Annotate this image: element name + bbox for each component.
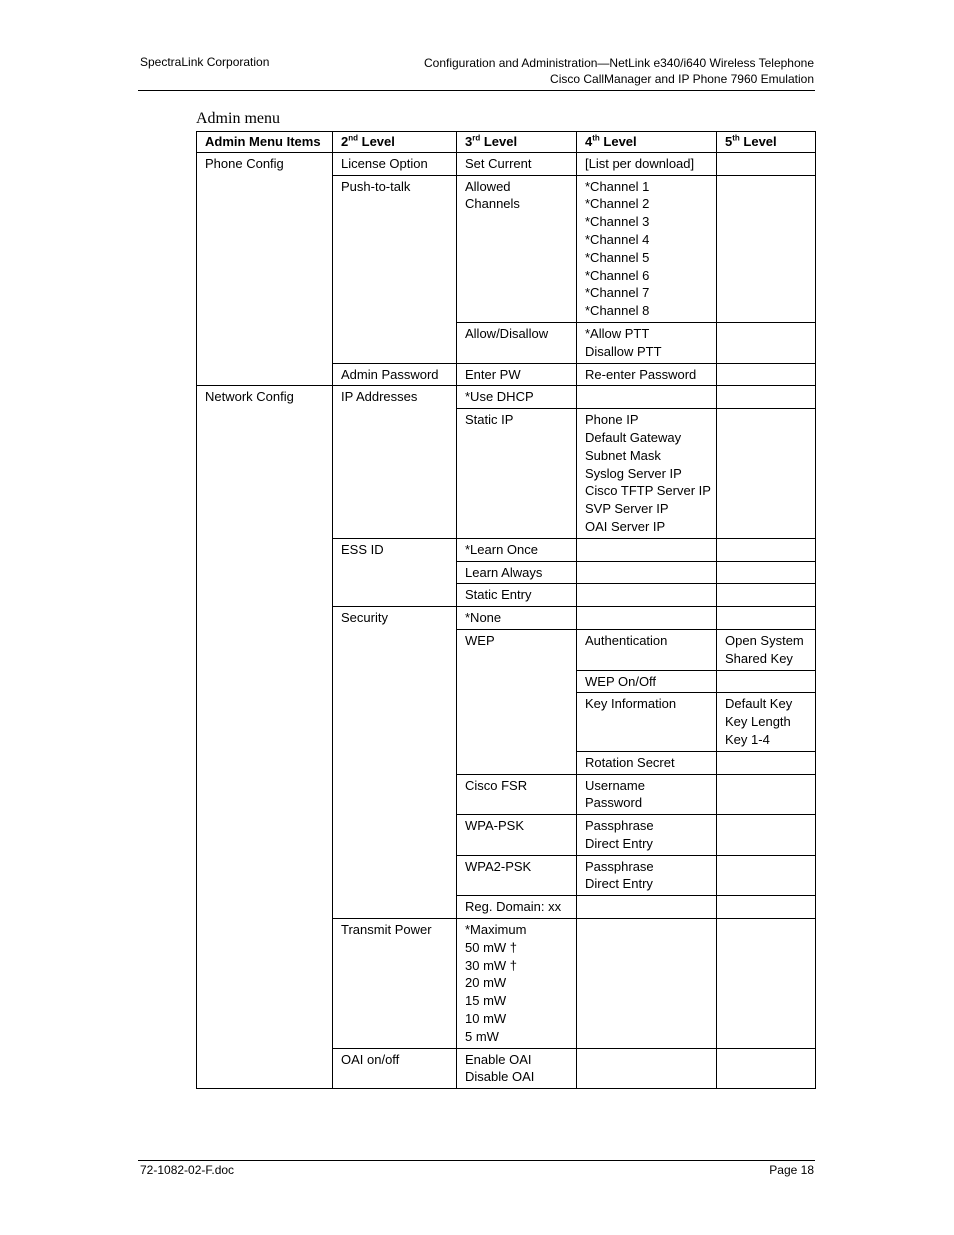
cell-ess-id: ESS ID [333,538,457,606]
footer-rule [138,1160,815,1161]
cell-empty [577,538,717,561]
cell-static-ip: Static IP [457,409,577,539]
cell-push-to-talk: Push-to-talk [333,175,457,363]
wpa-item: Direct Entry [585,835,653,851]
admin-menu-table [196,131,816,1089]
cell-wpa-items [577,815,717,856]
cell-empty [717,815,816,856]
cell-fsr-items [577,774,717,815]
col-header-level-2: 2nd Level [333,132,457,153]
cell-oai-items [457,1048,577,1089]
cell-static-entry: Static Entry [457,584,577,607]
key-item: Key Length [725,714,791,730]
cell-reg-domain: Reg. Domain: xx [457,896,577,919]
power-item: 5 mW [465,1028,499,1044]
cell-empty [577,896,717,919]
cell-network-config: Network Config [197,386,333,1089]
channel-item: *Channel 4 [585,231,650,247]
channel-item: *Channel 8 [585,303,650,319]
cell-wpa2-items [577,855,717,896]
cell-security: Security [333,607,457,919]
footer-doc-id: 72-1082-02-F.doc [140,1163,235,1177]
header-rule [138,90,815,91]
col-header-level-3: 3rd Level [457,132,577,153]
cell-none: *None [457,607,577,630]
oai-item: Enable OAI [465,1051,532,1067]
cell-transmit-power: Transmit Power [333,919,457,1049]
auth-item: Open System [725,632,804,648]
static-ip-item: OAI Server IP [585,518,666,534]
cell-license-option: License Option [333,152,457,175]
channel-item: *Channel 3 [585,214,650,230]
cell-empty [717,896,816,919]
cell-wep: WEP [457,629,577,774]
cell-empty [717,175,816,322]
cell-empty [717,751,816,774]
cell-empty [717,670,816,693]
cell-wpa2-psk: WPA2-PSK [457,855,577,896]
key-item: Default Key [725,696,793,712]
oai-item: Disable OAI [465,1069,535,1085]
static-ip-item: Phone IP [585,412,639,428]
channel-item: *Channel 5 [585,249,650,265]
power-item: 15 mW [465,993,507,1009]
cell-use-dhcp: *Use DHCP [457,386,577,409]
cell-cisco-fsr: Cisco FSR [457,774,577,815]
cell-empty [717,386,816,409]
cell-allow-disallow: Allow/Disallow [457,322,577,363]
cell-set-current: Set Current [457,152,577,175]
channel-item: *Channel 1 [585,178,650,194]
cell-phone-config: Phone Config [197,152,333,386]
cell-wpa-psk: WPA-PSK [457,815,577,856]
cell-empty [717,561,816,584]
power-item: 20 mW [465,975,507,991]
header-title-line1: Configuration and Administration—NetLink e340/i640 Wireless Telephone [423,56,814,70]
fsr-item: Username [585,777,645,793]
header-company: SpectraLink Corporation [140,55,270,69]
cell-power-items [457,919,577,1049]
cell-learn-once: *Learn Once [457,538,577,561]
cell-key-information: Key Information [577,693,717,751]
cell-empty [717,607,816,630]
channel-item: *Channel 6 [585,267,650,283]
cell-ip-addresses: IP Addresses [333,386,457,538]
power-item: 10 mW [465,1011,507,1027]
cell-empty [717,855,816,896]
cell-static-ip-items [577,409,717,539]
col-header-admin-items: Admin Menu Items [197,132,333,153]
header-title [424,55,814,87]
fsr-item: Password [585,795,643,811]
cell-enter-pw: Enter PW [457,363,577,386]
table-header-row [197,132,816,153]
cell-empty [577,584,717,607]
wpa2-item: Direct Entry [585,876,653,892]
cell-list-per-download: [List per download] [577,152,717,175]
power-item: *Maximum [465,922,527,938]
static-ip-item: Subnet Mask [585,447,661,463]
table-row [197,152,816,175]
power-item: 30 mW † [465,957,518,973]
cell-rotation-secret: Rotation Secret [577,751,717,774]
key-item: Key 1-4 [725,731,770,747]
table-caption: Admin menu [196,110,280,127]
col-header-level-4: 4th Level [577,132,717,153]
cell-reenter-password: Re-enter Password [577,363,717,386]
cell-empty [577,561,717,584]
cell-wep-onoff: WEP On/Off [577,670,717,693]
auth-item: Shared Key [725,650,793,666]
cell-admin-password: Admin Password [333,363,457,386]
wpa2-item: Passphrase [585,858,654,874]
header-title-line2: Cisco CallManager and IP Phone 7960 Emulation [550,72,814,86]
table-row [197,386,816,409]
cell-empty [717,538,816,561]
wpa-item: Passphrase [585,818,654,834]
ptt-option: Disallow PTT [585,343,662,359]
cell-key-items [717,693,816,751]
cell-empty [717,774,816,815]
cell-empty [577,919,717,1049]
cell-channel-list [577,175,717,322]
static-ip-item: Cisco TFTP Server IP [585,483,711,499]
cell-ptt-options [577,322,717,363]
cell-empty [717,363,816,386]
static-ip-item: Default Gateway [585,429,682,445]
cell-empty [577,607,717,630]
cell-authentication: Authentication [577,629,717,670]
channel-item: *Channel 7 [585,285,650,301]
cell-auth-items [717,629,816,670]
static-ip-item: Syslog Server IP [585,465,682,481]
cell-learn-always: Learn Always [457,561,577,584]
channel-item: *Channel 2 [585,196,650,212]
cell-empty [717,152,816,175]
footer-page-number: Page 18 [769,1163,814,1177]
cell-empty [717,919,816,1049]
cell-allowed-channels: Allowed Channels [457,175,577,322]
cell-empty [717,409,816,539]
cell-empty [577,386,717,409]
cell-empty [577,1048,717,1089]
power-item: 50 mW † [465,939,518,955]
cell-empty [717,1048,816,1089]
col-header-level-5: 5th Level [717,132,816,153]
ptt-option: *Allow PTT [585,325,650,341]
cell-empty [717,584,816,607]
cell-empty [717,322,816,363]
cell-oai-onoff: OAI on/off [333,1048,457,1089]
static-ip-item: SVP Server IP [585,501,669,517]
